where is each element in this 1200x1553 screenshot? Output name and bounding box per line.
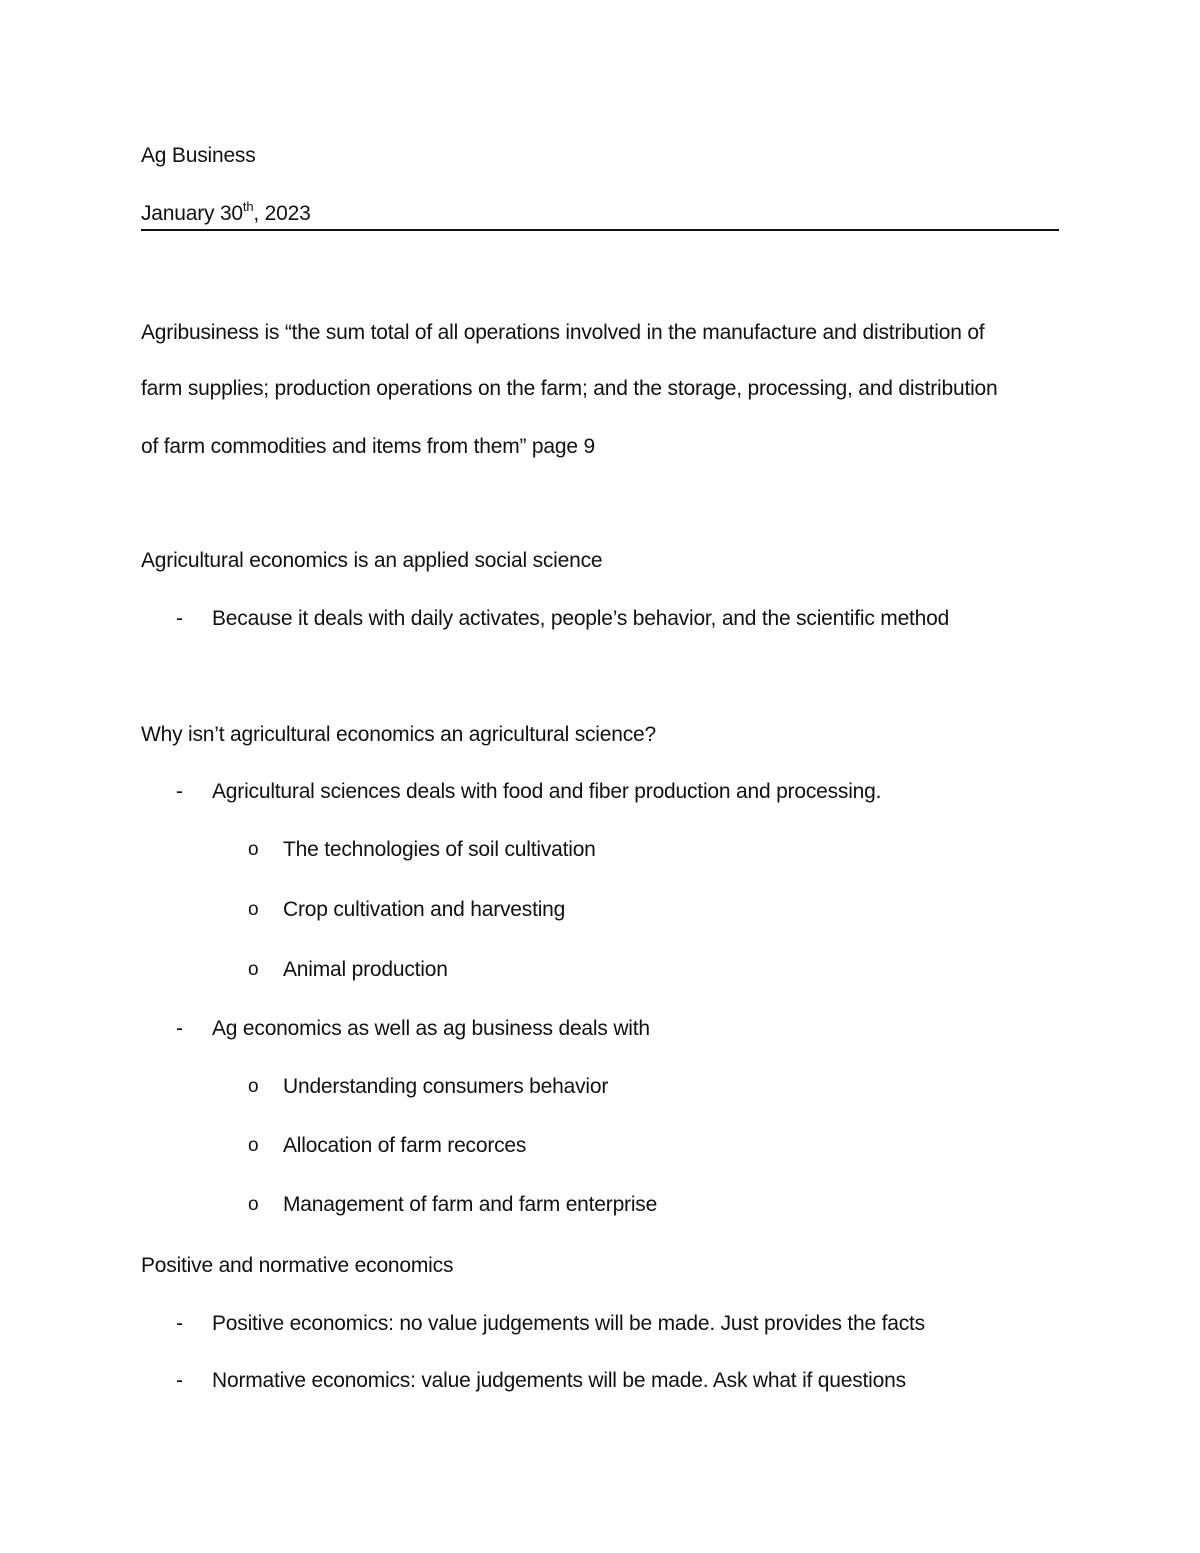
course-title: Ag Business [141, 144, 256, 167]
circle-bullet-marker: o [248, 1194, 259, 1215]
circle-bullet-marker: o [248, 1135, 259, 1156]
circle-bullet-marker: o [248, 1076, 259, 1097]
bullet-item: Ag economics as well as ag business deals with [212, 1017, 650, 1040]
sub-bullet-item: Animal production [283, 958, 448, 981]
date-main: January 30 [141, 202, 243, 225]
sub-bullet-item: Understanding consumers behavior [283, 1075, 609, 1098]
section-heading-positive-normative: Positive and normative economics [141, 1254, 454, 1277]
section-heading-why-not-ag-science: Why isn’t agricultural economics an agricultural science? [141, 723, 656, 746]
sub-bullet-item: The technologies of soil cultivation [283, 838, 596, 861]
circle-bullet-marker: o [248, 899, 259, 920]
circle-bullet-marker: o [248, 839, 259, 860]
bullet-item: Positive economics: no value judgements will be made. Just provides the facts [212, 1312, 925, 1335]
dash-bullet-marker: - [176, 780, 183, 803]
bullet-item: Normative economics: value judgements will be made. Ask what if questions [212, 1369, 906, 1392]
dash-bullet-marker: - [176, 607, 183, 630]
sub-bullet-item: Allocation of farm recorces [283, 1134, 527, 1157]
dash-bullet-marker: - [176, 1017, 183, 1040]
bullet-item: Agricultural sciences deals with food and fiber production and processing. [212, 780, 882, 803]
definition-line-3: of farm commodities and items from them” page 9 [141, 435, 595, 458]
bullet-item: Because it deals with daily activates, people’s behavior, and the scientific method [212, 607, 950, 630]
circle-bullet-marker: o [248, 959, 259, 980]
date-ordinal-suffix: th [242, 199, 254, 214]
section-heading-applied-social-science: Agricultural economics is an applied social science [141, 549, 603, 572]
dash-bullet-marker: - [176, 1312, 183, 1335]
date-year: , 2023 [253, 202, 311, 225]
dash-bullet-marker: - [176, 1369, 183, 1392]
header-divider [141, 229, 1059, 231]
sub-bullet-item: Crop cultivation and harvesting [283, 898, 566, 921]
definition-line-1: Agribusiness is “the sum total of all operations involved in the manufacture and distribution of [141, 321, 985, 344]
sub-bullet-item: Management of farm and farm enterprise [283, 1193, 658, 1216]
document-date [141, 201, 311, 227]
definition-line-2: farm supplies; production operations on the farm; and the storage, processing, and distribution [141, 377, 998, 400]
